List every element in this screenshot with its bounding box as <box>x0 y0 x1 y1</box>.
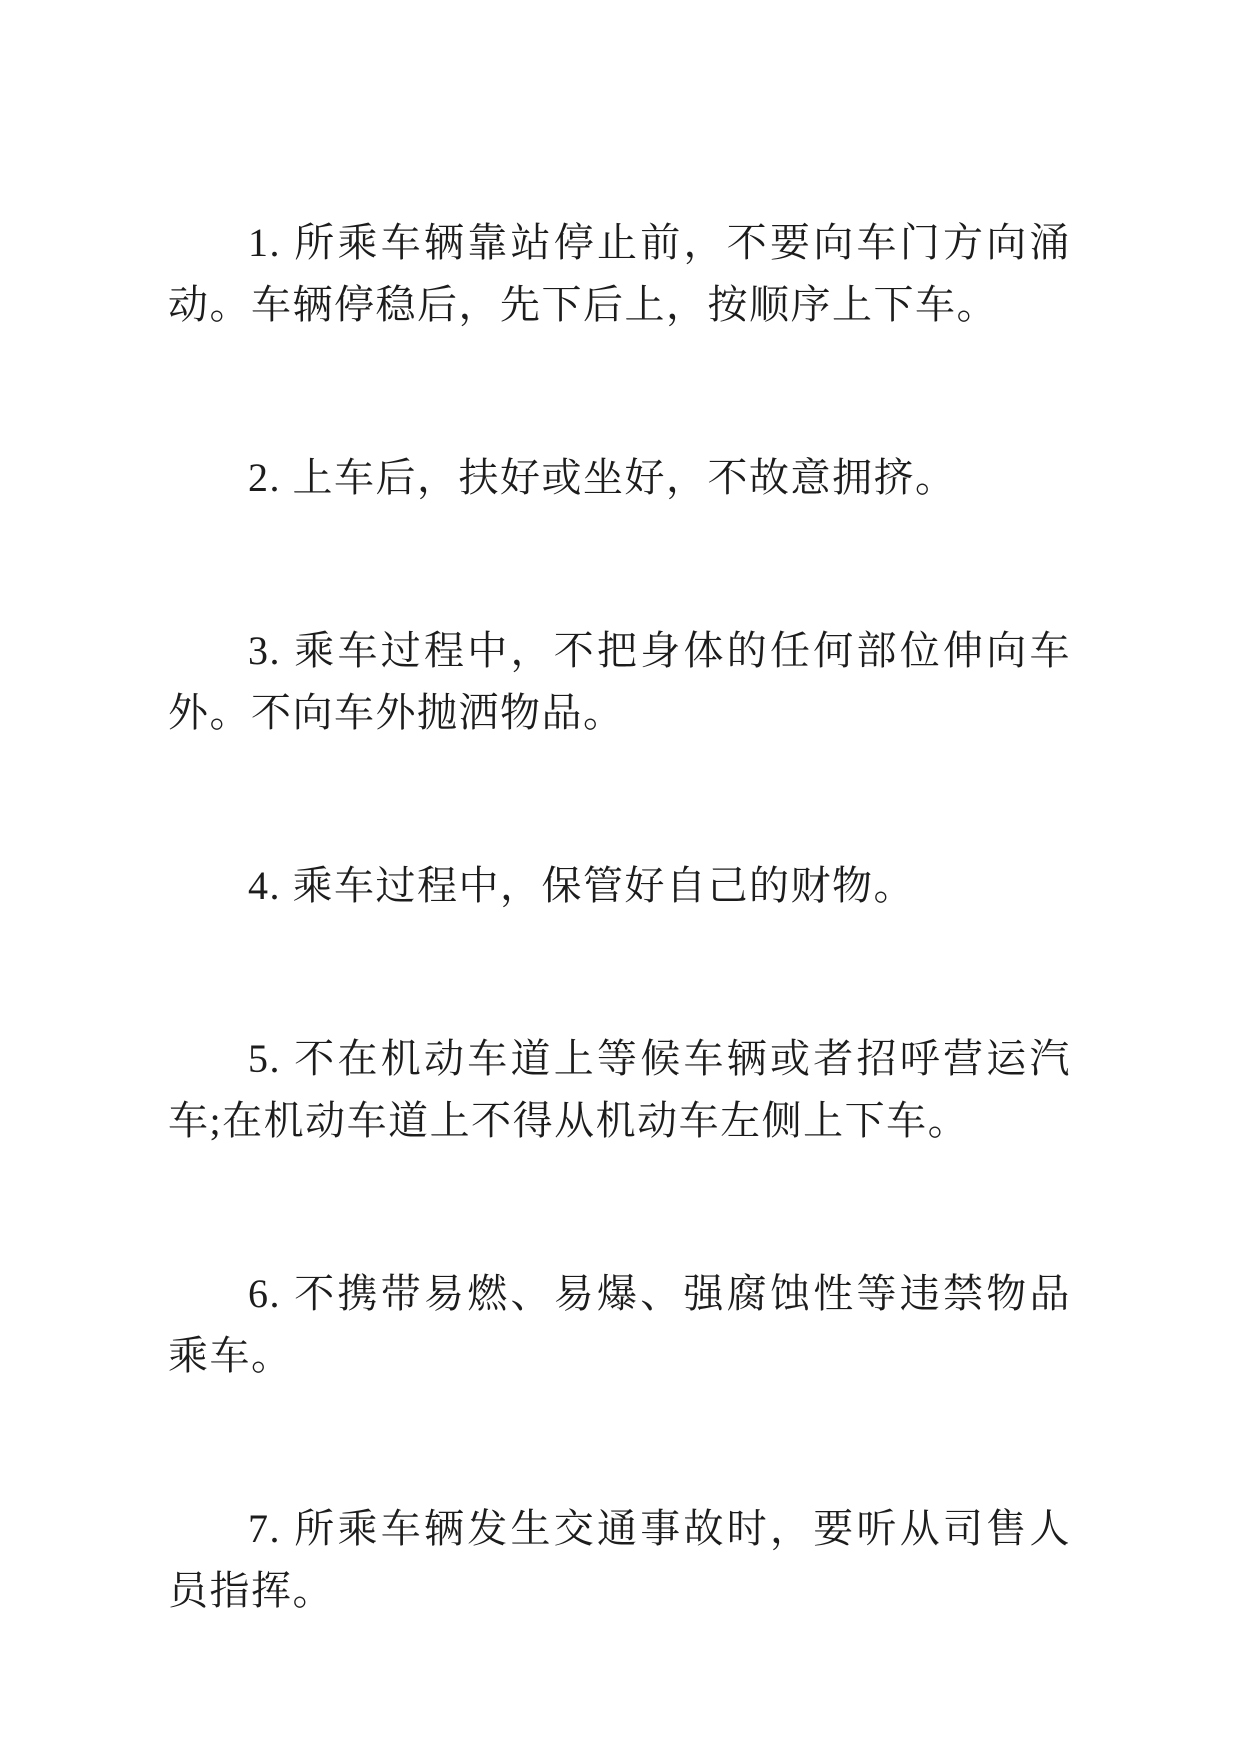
list-item-2: 2. 上车后，扶好或坐好，不故意拥挤。 <box>248 455 957 500</box>
list-item-3: 3. 乘车过程中，不把身体的任何部位伸向车外。不向车外抛洒物品。 <box>168 628 1071 735</box>
list-item-1: 1. 所乘车辆靠站停止前，不要向车门方向涌动。车辆停稳后，先下后上，按顺序上下车。 <box>168 220 1071 327</box>
list-item-6: 6. 不携带易燃、易爆、强腐蚀性等违禁物品乘车。 <box>168 1271 1071 1378</box>
list-item-4: 4. 乘车过程中，保管好自己的财物。 <box>248 863 915 908</box>
list-item-7: 7. 所乘车辆发生交通事故时，要听从司售人员指挥。 <box>168 1506 1071 1613</box>
list-item-5: 5. 不在机动车道上等候车辆或者招呼营运汽车;在机动车道上不得从机动车左侧上下车。 <box>168 1036 1071 1143</box>
